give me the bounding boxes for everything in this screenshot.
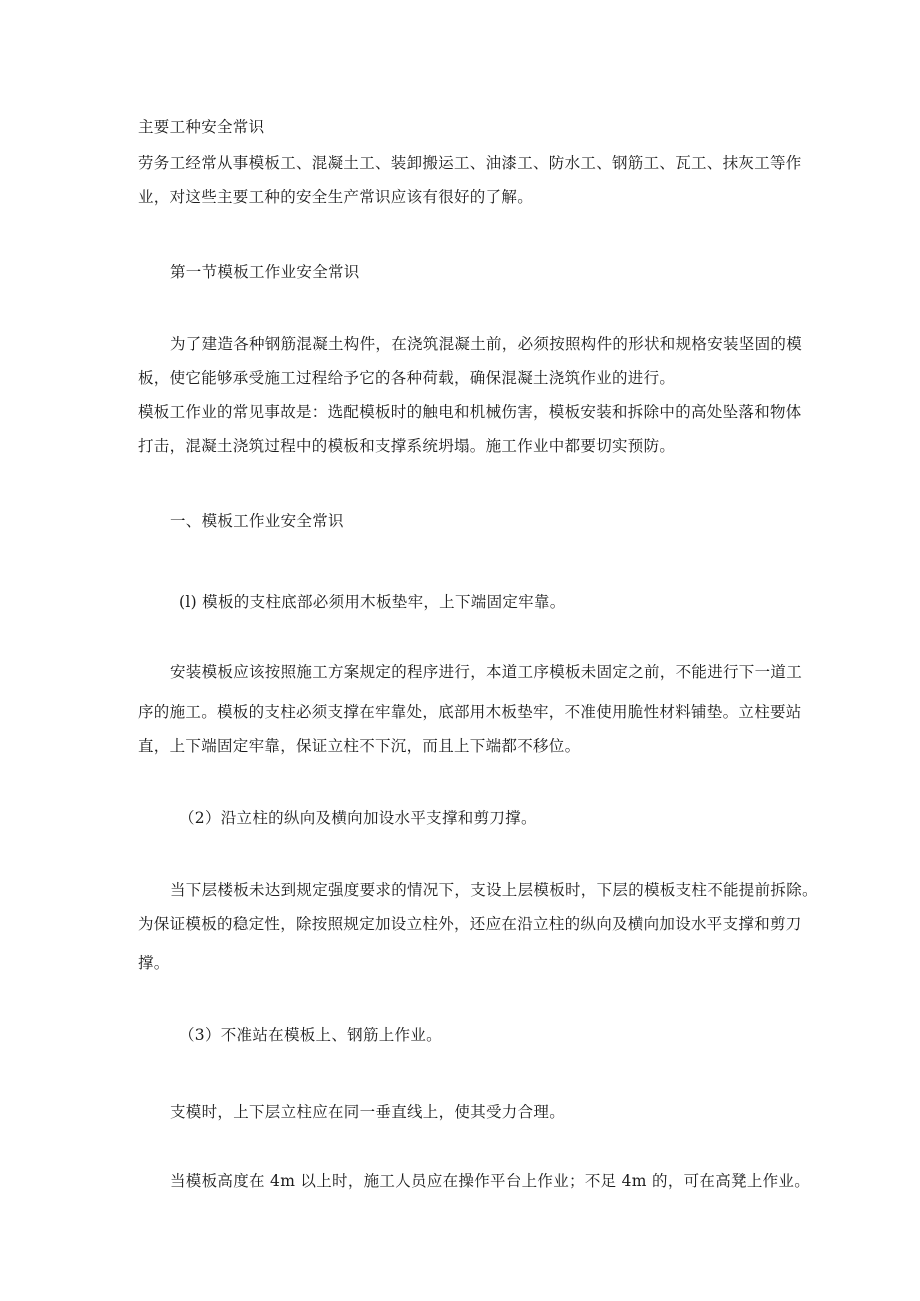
item3-body-line-1: 支模时，上下层立柱应在同一垂直线上，使其受力合理。 [170,1103,566,1121]
item2-title: （2）沿立柱的纵向及横向加设水平支撑和剪刀撑。 [179,809,537,827]
para1-line-2: 板，使它能够承受施工过程给予它的各种荷载，确保混凝土浇筑作业的进行。 [138,369,676,387]
item1-body-line-2: 序的施工。模板的支柱必须支撑在牢靠处，底部用木板垫牢，不准使用脆性材料铺垫。立柱要站 [138,703,802,721]
item2-body-line-3: 撑。 [138,954,170,972]
para2-line-2: 打击，混凝土浇筑过程中的模板和支撑系统坍塌。施工作业中都要切实预防。 [138,437,676,455]
intro-line-2: 业，对这些主要工种的安全生产常识应该有很好的了解。 [138,188,534,206]
section-heading: 第一节模板工作业安全常识 [170,263,360,281]
item1-title: (l) 模板的支柱底部必须用木板垫牢，上下端固定牢靠。 [179,593,566,611]
item3-title: （3）不准站在模板上、钢筋上作业。 [179,1026,442,1044]
item2-body-line-2: 为保证模板的稳定性，除按照规定加设立柱外，还应在沿立柱的纵向及横向加设水平支撑和剪刀 [138,915,802,933]
document-title: 主要工种安全常识 [138,118,265,136]
para1-line-1: 为了建造各种钢筋混凝土构件，在浇筑混凝土前，必须按照构件的形状和规格安装坚固的模 [170,335,803,353]
item1-body-line-3: 直，上下端固定牢靠，保证立柱不下沉，而且上下端都不移位。 [138,737,581,755]
intro-line-1: 劳务工经常从事模板工、混凝土工、装卸搬运工、油漆工、防水工、钢筋工、瓦工、抹灰工等作 [138,154,802,172]
item3-body-line-2: 当模板高度在 4m 以上时，施工人员应在操作平台上作业；不足 4m 的，可在高凳上作业。 [170,1172,811,1190]
item1-body-line-1: 安装模板应该按照施工方案规定的程序进行，本道工序模板未固定之前，不能进行下一道工 [170,663,803,681]
item2-body-line-1: 当下层楼板未达到规定强度要求的情况下，支设上层模板时，下层的模板支柱不能提前拆除。 [170,881,818,899]
subheading: 一、模板工作业安全常识 [170,512,344,530]
para2-line-1: 模板工作业的常见事故是：选配模板时的触电和机械伤害，模板安装和拆除中的高处坠落和物体 [138,403,802,421]
